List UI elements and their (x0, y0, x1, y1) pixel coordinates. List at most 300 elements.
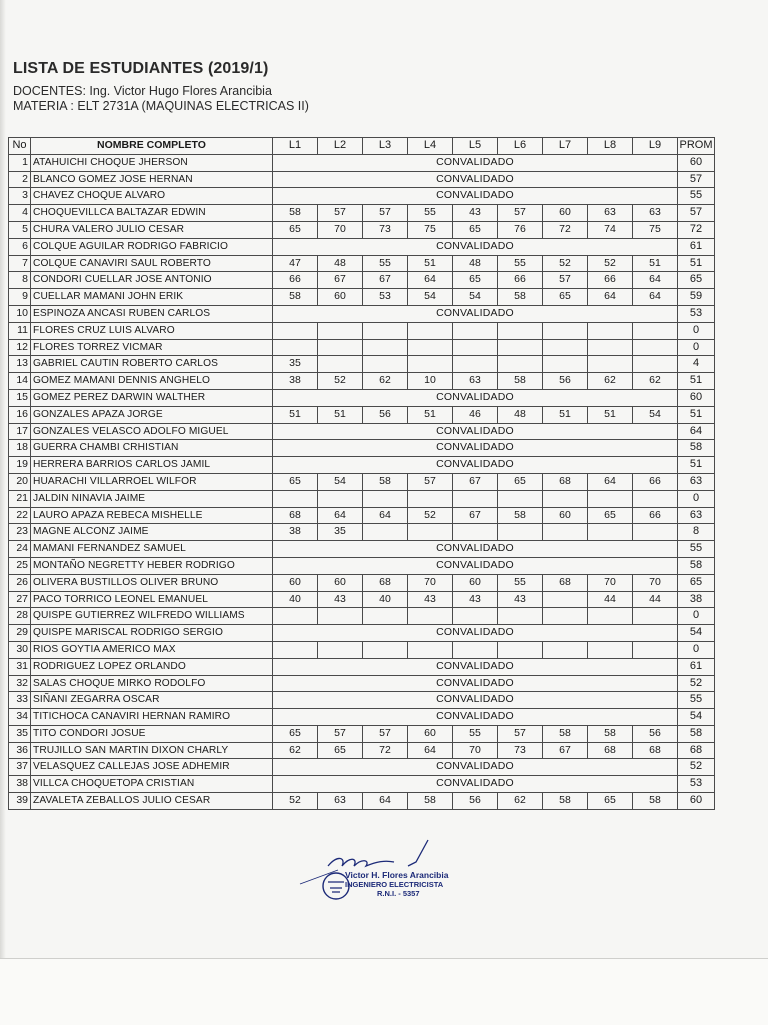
lab-score-l8 (588, 524, 633, 541)
table-row (9, 776, 715, 793)
lab-score-l9: 66 (633, 507, 678, 524)
lab-score-l5 (453, 339, 498, 356)
table-row (9, 205, 715, 222)
prom-score: 64 (678, 423, 715, 440)
lab-score-l3 (363, 490, 408, 507)
lab-score-l9: 70 (633, 574, 678, 591)
prom-score: 0 (678, 641, 715, 658)
lab-score-l6: 76 (498, 221, 543, 238)
prom-score: 59 (678, 289, 715, 306)
prom-score: 54 (678, 625, 715, 642)
lab-score-l6 (498, 641, 543, 658)
prom-score: 54 (678, 709, 715, 726)
student-name: COLQUE AGUILAR RODRIGO FABRICIO (31, 238, 273, 255)
lab-score-l1: 52 (273, 793, 318, 810)
col-header-l2: L2 (318, 138, 363, 155)
lab-score-l1: 66 (273, 272, 318, 289)
student-name: VILLCA CHOQUETOPA CRISTIAN (31, 776, 273, 793)
lab-score-l8 (588, 641, 633, 658)
lab-score-l6: 66 (498, 272, 543, 289)
lab-score-l8: 66 (588, 272, 633, 289)
convalidado-cell: CONVALIDADO (273, 305, 678, 322)
lab-score-l7: 65 (543, 289, 588, 306)
col-header-no: No (9, 138, 31, 155)
lab-score-l9: 64 (633, 272, 678, 289)
row-number: 8 (9, 272, 31, 289)
col-header-l9: L9 (633, 138, 678, 155)
table-row (9, 608, 715, 625)
row-number: 36 (9, 742, 31, 759)
lab-score-l2: 52 (318, 373, 363, 390)
prom-score: 0 (678, 322, 715, 339)
row-number: 17 (9, 423, 31, 440)
lab-score-l2: 43 (318, 591, 363, 608)
table-row (9, 339, 715, 356)
row-number: 7 (9, 255, 31, 272)
lab-score-l9: 51 (633, 255, 678, 272)
lab-score-l5: 67 (453, 507, 498, 524)
lab-score-l4: 54 (408, 289, 453, 306)
lab-score-l7: 72 (543, 221, 588, 238)
row-number: 2 (9, 171, 31, 188)
lab-score-l1: 58 (273, 289, 318, 306)
convalidado-cell: CONVALIDADO (273, 658, 678, 675)
table-row (9, 793, 715, 810)
row-number: 28 (9, 608, 31, 625)
lab-score-l5 (453, 322, 498, 339)
lab-score-l7: 60 (543, 507, 588, 524)
student-name: TRUJILLO SAN MARTIN DIXON CHARLY (31, 742, 273, 759)
lab-score-l2: 57 (318, 725, 363, 742)
student-name: MAMANI FERNANDEZ SAMUEL (31, 541, 273, 558)
lab-score-l9: 75 (633, 221, 678, 238)
lab-score-l9 (633, 524, 678, 541)
lab-score-l5: 60 (453, 574, 498, 591)
lab-score-l1: 65 (273, 473, 318, 490)
row-number: 29 (9, 625, 31, 642)
lab-score-l2: 60 (318, 289, 363, 306)
lab-score-l2 (318, 641, 363, 658)
lab-score-l1: 60 (273, 574, 318, 591)
table-row (9, 641, 715, 658)
student-name: CHAVEZ CHOQUE ALVARO (31, 188, 273, 205)
lab-score-l6: 55 (498, 574, 543, 591)
col-header-prom: PROM (678, 138, 715, 155)
student-name: SIÑANI ZEGARRA OSCAR (31, 692, 273, 709)
table-row (9, 289, 715, 306)
prom-score: 52 (678, 675, 715, 692)
lab-score-l7 (543, 641, 588, 658)
row-number: 10 (9, 305, 31, 322)
lab-score-l5: 46 (453, 406, 498, 423)
lab-score-l3 (363, 356, 408, 373)
lab-score-l1 (273, 490, 318, 507)
lab-score-l6 (498, 356, 543, 373)
lab-score-l5: 63 (453, 373, 498, 390)
table-row (9, 675, 715, 692)
lab-score-l8: 68 (588, 742, 633, 759)
prom-score: 61 (678, 238, 715, 255)
convalidado-cell: CONVALIDADO (273, 759, 678, 776)
prom-score: 55 (678, 692, 715, 709)
lab-score-l4: 60 (408, 725, 453, 742)
page-bottom-edge (0, 958, 768, 1025)
col-header-name: NOMBRE COMPLETO (31, 138, 273, 155)
lab-score-l8: 65 (588, 793, 633, 810)
lab-score-l4: 55 (408, 205, 453, 222)
prom-score: 51 (678, 406, 715, 423)
lab-score-l8 (588, 608, 633, 625)
lab-score-l4 (408, 608, 453, 625)
student-name: CHOQUEVILLCA BALTAZAR EDWIN (31, 205, 273, 222)
prom-score: 51 (678, 255, 715, 272)
lab-score-l8: 52 (588, 255, 633, 272)
row-number: 9 (9, 289, 31, 306)
row-number: 6 (9, 238, 31, 255)
prom-score: 60 (678, 389, 715, 406)
student-name: GOMEZ PEREZ DARWIN WALTHER (31, 389, 273, 406)
convalidado-cell: CONVALIDADO (273, 457, 678, 474)
prom-score: 58 (678, 725, 715, 742)
lab-score-l7: 58 (543, 725, 588, 742)
lab-score-l9 (633, 339, 678, 356)
lab-score-l5 (453, 524, 498, 541)
student-name: MONTAÑO NEGRETTY HEBER RODRIGO (31, 557, 273, 574)
student-name: QUISPE MARISCAL RODRIGO SERGIO (31, 625, 273, 642)
student-name: FLORES CRUZ LUIS ALVARO (31, 322, 273, 339)
lab-score-l3: 68 (363, 574, 408, 591)
convalidado-cell: CONVALIDADO (273, 625, 678, 642)
col-header-l7: L7 (543, 138, 588, 155)
col-header-l8: L8 (588, 138, 633, 155)
signature-registration: R.N.I. - 5357 (377, 889, 420, 898)
lab-score-l6 (498, 524, 543, 541)
row-number: 1 (9, 154, 31, 171)
lab-score-l6: 57 (498, 205, 543, 222)
lab-score-l5: 56 (453, 793, 498, 810)
prom-score: 63 (678, 507, 715, 524)
lab-score-l9 (633, 356, 678, 373)
prom-score: 4 (678, 356, 715, 373)
lab-score-l4: 58 (408, 793, 453, 810)
lab-score-l8: 65 (588, 507, 633, 524)
lab-score-l2: 70 (318, 221, 363, 238)
lab-score-l2 (318, 322, 363, 339)
lab-score-l6: 43 (498, 591, 543, 608)
table-row (9, 709, 715, 726)
lab-score-l1: 51 (273, 406, 318, 423)
student-name: VELASQUEZ CALLEJAS JOSE ADHEMIR (31, 759, 273, 776)
lab-score-l8: 70 (588, 574, 633, 591)
prom-score: 55 (678, 541, 715, 558)
prom-score: 55 (678, 188, 715, 205)
student-name: PACO TORRICO LEONEL EMANUEL (31, 591, 273, 608)
lab-score-l7: 60 (543, 205, 588, 222)
student-name: CONDORI CUELLAR JOSE ANTONIO (31, 272, 273, 289)
lab-score-l5: 48 (453, 255, 498, 272)
row-number: 35 (9, 725, 31, 742)
prom-score: 0 (678, 339, 715, 356)
lab-score-l7: 68 (543, 473, 588, 490)
row-number: 19 (9, 457, 31, 474)
signature-text (345, 871, 448, 898)
col-header-l4: L4 (408, 138, 453, 155)
student-name: MAGNE ALCONZ JAIME (31, 524, 273, 541)
lab-score-l5: 54 (453, 289, 498, 306)
lab-score-l3 (363, 524, 408, 541)
convalidado-cell: CONVALIDADO (273, 238, 678, 255)
student-name: JALDIN NINAVIA JAIME (31, 490, 273, 507)
prom-score: 58 (678, 557, 715, 574)
lab-score-l3: 67 (363, 272, 408, 289)
prom-score: 0 (678, 608, 715, 625)
lab-score-l5: 65 (453, 272, 498, 289)
prom-score: 53 (678, 305, 715, 322)
row-number: 38 (9, 776, 31, 793)
prom-score: 60 (678, 154, 715, 171)
prom-score: 38 (678, 591, 715, 608)
lab-score-l4: 70 (408, 574, 453, 591)
row-number: 15 (9, 389, 31, 406)
prom-score: 72 (678, 221, 715, 238)
lab-score-l9: 68 (633, 742, 678, 759)
table-row (9, 171, 715, 188)
student-name: TITICHOCA CANAVIRI HERNAN RAMIRO (31, 709, 273, 726)
lab-score-l2: 65 (318, 742, 363, 759)
table-row (9, 154, 715, 171)
row-number: 12 (9, 339, 31, 356)
lab-score-l1: 38 (273, 524, 318, 541)
table-row (9, 272, 715, 289)
lab-score-l2: 57 (318, 205, 363, 222)
table-row (9, 322, 715, 339)
lab-score-l7 (543, 490, 588, 507)
lab-score-l6 (498, 322, 543, 339)
lab-score-l3: 55 (363, 255, 408, 272)
lab-score-l4 (408, 490, 453, 507)
row-number: 5 (9, 221, 31, 238)
lab-score-l7 (543, 591, 588, 608)
table-row (9, 742, 715, 759)
lab-score-l8: 64 (588, 289, 633, 306)
table-row (9, 221, 715, 238)
student-name: GOMEZ MAMANI DENNIS ANGHELO (31, 373, 273, 390)
lab-score-l1: 38 (273, 373, 318, 390)
row-number: 27 (9, 591, 31, 608)
lab-score-l9: 66 (633, 473, 678, 490)
row-number: 33 (9, 692, 31, 709)
lab-score-l3: 57 (363, 205, 408, 222)
student-name: CUELLAR MAMANI JOHN ERIK (31, 289, 273, 306)
lab-score-l5 (453, 608, 498, 625)
lab-score-l5 (453, 490, 498, 507)
lab-score-l1 (273, 608, 318, 625)
row-number: 11 (9, 322, 31, 339)
convalidado-cell: CONVALIDADO (273, 423, 678, 440)
table-row (9, 389, 715, 406)
lab-score-l3 (363, 608, 408, 625)
student-name: RIOS GOYTIA AMERICO MAX (31, 641, 273, 658)
lab-score-l9 (633, 322, 678, 339)
row-number: 37 (9, 759, 31, 776)
student-name: SALAS CHOQUE MIRKO RODOLFO (31, 675, 273, 692)
student-name: LAURO APAZA REBECA MISHELLE (31, 507, 273, 524)
lab-score-l2 (318, 339, 363, 356)
lab-score-l7: 51 (543, 406, 588, 423)
lab-score-l2: 54 (318, 473, 363, 490)
lab-score-l9: 63 (633, 205, 678, 222)
lab-score-l1: 35 (273, 356, 318, 373)
lab-score-l4: 52 (408, 507, 453, 524)
convalidado-cell: CONVALIDADO (273, 557, 678, 574)
lab-score-l2 (318, 490, 363, 507)
row-number: 30 (9, 641, 31, 658)
row-number: 26 (9, 574, 31, 591)
lab-score-l1: 47 (273, 255, 318, 272)
student-name: OLIVERA BUSTILLOS OLIVER BRUNO (31, 574, 273, 591)
lab-score-l6 (498, 339, 543, 356)
lab-score-l1: 65 (273, 221, 318, 238)
lab-score-l4: 51 (408, 406, 453, 423)
lab-score-l9 (633, 608, 678, 625)
lab-score-l4 (408, 641, 453, 658)
lab-score-l2: 64 (318, 507, 363, 524)
col-header-l3: L3 (363, 138, 408, 155)
lab-score-l8: 74 (588, 221, 633, 238)
lab-score-l4: 64 (408, 272, 453, 289)
lab-score-l3: 73 (363, 221, 408, 238)
table-row (9, 423, 715, 440)
lab-score-l4 (408, 322, 453, 339)
lab-score-l4: 51 (408, 255, 453, 272)
col-header-l5: L5 (453, 138, 498, 155)
lab-score-l4 (408, 356, 453, 373)
lab-score-l9 (633, 641, 678, 658)
prom-score: 57 (678, 205, 715, 222)
lab-score-l2 (318, 608, 363, 625)
lab-score-l7 (543, 339, 588, 356)
table-row (9, 255, 715, 272)
document-title: LISTA DE ESTUDIANTES (2019/1) (13, 60, 269, 77)
lab-score-l8 (588, 490, 633, 507)
lab-score-l1 (273, 339, 318, 356)
student-name: CHURA VALERO JULIO CESAR (31, 221, 273, 238)
row-number: 16 (9, 406, 31, 423)
lab-score-l6: 73 (498, 742, 543, 759)
lab-score-l5 (453, 641, 498, 658)
lab-score-l3: 40 (363, 591, 408, 608)
lab-score-l4: 57 (408, 473, 453, 490)
lab-score-l1: 68 (273, 507, 318, 524)
convalidado-cell: CONVALIDADO (273, 675, 678, 692)
table-row (9, 692, 715, 709)
table-row (9, 440, 715, 457)
lab-score-l8: 62 (588, 373, 633, 390)
prom-score: 0 (678, 490, 715, 507)
lab-score-l3: 72 (363, 742, 408, 759)
lab-score-l1: 40 (273, 591, 318, 608)
lab-score-l9: 64 (633, 289, 678, 306)
student-name: ESPINOZA ANCASI RUBEN CARLOS (31, 305, 273, 322)
table-body (9, 154, 715, 809)
lab-score-l3: 64 (363, 793, 408, 810)
lab-score-l6: 48 (498, 406, 543, 423)
lab-score-l8: 64 (588, 473, 633, 490)
lab-score-l6: 58 (498, 373, 543, 390)
student-name: ZAVALETA ZEBALLOS JULIO CESAR (31, 793, 273, 810)
lab-score-l7 (543, 524, 588, 541)
prom-score: 51 (678, 373, 715, 390)
lab-score-l2 (318, 356, 363, 373)
table-row (9, 725, 715, 742)
lab-score-l9: 54 (633, 406, 678, 423)
lab-score-l3: 58 (363, 473, 408, 490)
convalidado-cell: CONVALIDADO (273, 188, 678, 205)
lab-score-l4: 10 (408, 373, 453, 390)
lab-score-l7: 57 (543, 272, 588, 289)
table-row (9, 507, 715, 524)
table-row (9, 524, 715, 541)
lab-score-l4 (408, 339, 453, 356)
lab-score-l2: 51 (318, 406, 363, 423)
student-name: BLANCO GOMEZ JOSE HERNAN (31, 171, 273, 188)
student-name: RODRIGUEZ LOPEZ ORLANDO (31, 658, 273, 675)
row-number: 25 (9, 557, 31, 574)
lab-score-l3: 64 (363, 507, 408, 524)
student-name: GABRIEL CAUTIN ROBERTO CARLOS (31, 356, 273, 373)
row-number: 14 (9, 373, 31, 390)
table-row (9, 541, 715, 558)
lab-score-l2: 48 (318, 255, 363, 272)
lab-score-l7 (543, 356, 588, 373)
lab-score-l5: 55 (453, 725, 498, 742)
lab-score-l4: 43 (408, 591, 453, 608)
lab-score-l1: 58 (273, 205, 318, 222)
row-number: 21 (9, 490, 31, 507)
lab-score-l4: 64 (408, 742, 453, 759)
lab-score-l7 (543, 322, 588, 339)
prom-score: 68 (678, 742, 715, 759)
lab-score-l8: 63 (588, 205, 633, 222)
lab-score-l5: 65 (453, 221, 498, 238)
lab-score-l1: 65 (273, 725, 318, 742)
lab-score-l2: 35 (318, 524, 363, 541)
table-row (9, 406, 715, 423)
lab-score-l9: 44 (633, 591, 678, 608)
signature-name: Victor H. Flores Arancibia (345, 870, 449, 880)
student-name: HUARACHI VILLARROEL WILFOR (31, 473, 273, 490)
lab-score-l1 (273, 641, 318, 658)
docentes-line: DOCENTES: Ing. Victor Hugo Flores Arancibia (13, 84, 272, 98)
lab-score-l7 (543, 608, 588, 625)
row-number: 20 (9, 473, 31, 490)
table-row (9, 238, 715, 255)
lab-score-l6: 62 (498, 793, 543, 810)
convalidado-cell: CONVALIDADO (273, 709, 678, 726)
prom-score: 53 (678, 776, 715, 793)
lab-score-l6: 55 (498, 255, 543, 272)
convalidado-cell: CONVALIDADO (273, 389, 678, 406)
prom-score: 65 (678, 272, 715, 289)
prom-score: 52 (678, 759, 715, 776)
lab-score-l7: 58 (543, 793, 588, 810)
student-name: GUERRA CHAMBI CRHISTIAN (31, 440, 273, 457)
lab-score-l1: 62 (273, 742, 318, 759)
lab-score-l7: 68 (543, 574, 588, 591)
prom-score: 58 (678, 440, 715, 457)
prom-score: 8 (678, 524, 715, 541)
lab-score-l6: 57 (498, 725, 543, 742)
